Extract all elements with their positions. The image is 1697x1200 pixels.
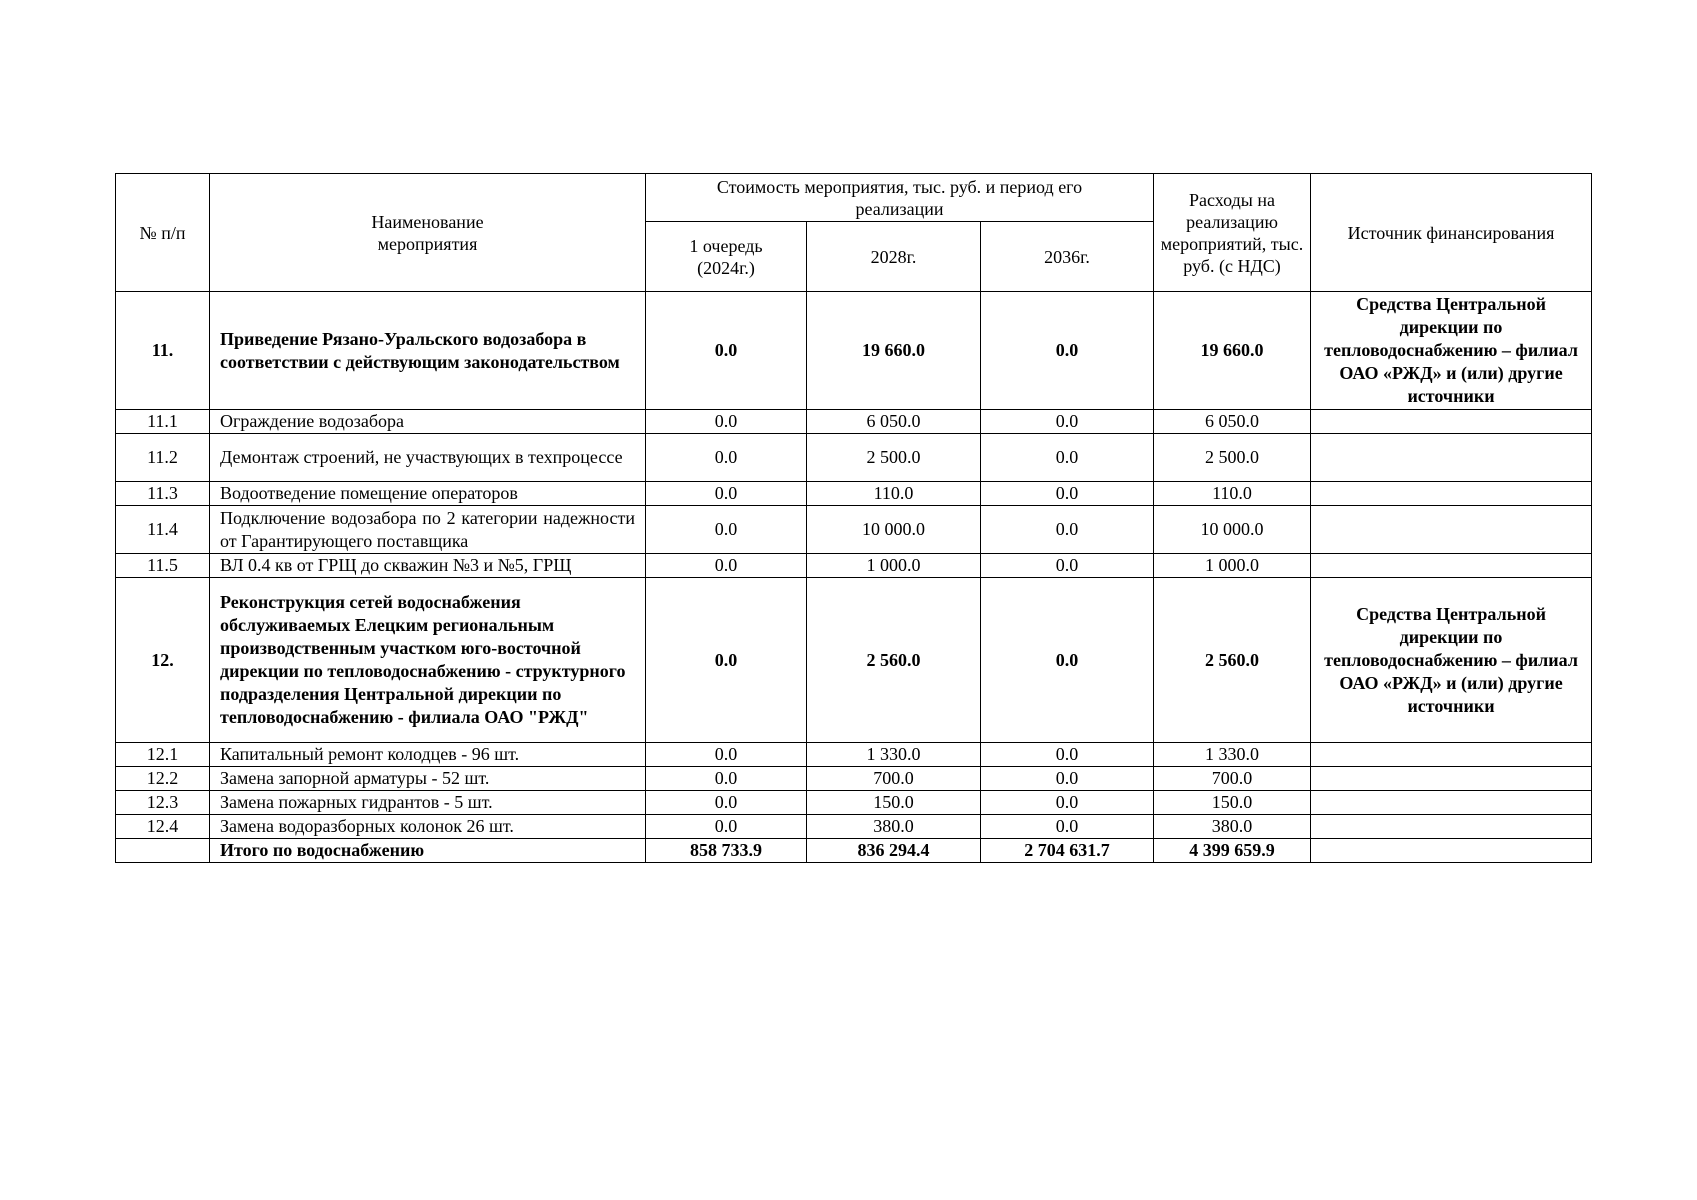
header-expenses: Расходы на реализацию мероприятий, тыс. руб. (с НДС) [1154, 174, 1311, 292]
header-cost-group: Стоимость мероприятия, тыс. руб. и период его реализации [646, 174, 1154, 222]
cell-num [116, 839, 210, 863]
cell-2036: 0.0 [981, 578, 1154, 743]
cell-2028: 19 660.0 [807, 292, 981, 410]
cell-2036: 2 704 631.7 [981, 839, 1154, 863]
cell-2028: 1 000.0 [807, 554, 981, 578]
cell-name: ВЛ 0.4 кв от ГРЩ до скважин №3 и №5, ГРЩ [210, 554, 646, 578]
cell-2036: 0.0 [981, 791, 1154, 815]
cell-2036: 0.0 [981, 482, 1154, 506]
cell-total: 700.0 [1154, 767, 1311, 791]
cell-total: 380.0 [1154, 815, 1311, 839]
cell-source [1311, 767, 1592, 791]
cell-name: Итого по водоснабжению [210, 839, 646, 863]
cell-2028: 110.0 [807, 482, 981, 506]
cell-num: 12.1 [116, 743, 210, 767]
cell-2024: 0.0 [646, 410, 807, 434]
cell-2036: 0.0 [981, 410, 1154, 434]
table-body [116, 292, 1592, 863]
cell-2028: 1 330.0 [807, 743, 981, 767]
table-row [116, 410, 1592, 434]
cell-2028: 2 500.0 [807, 434, 981, 482]
cell-source [1311, 482, 1592, 506]
cell-2028: 150.0 [807, 791, 981, 815]
cell-source [1311, 434, 1592, 482]
cell-2024: 0.0 [646, 506, 807, 554]
header-name: Наименование мероприятия [210, 174, 646, 292]
cell-num: 11.1 [116, 410, 210, 434]
cell-2028: 6 050.0 [807, 410, 981, 434]
cell-source [1311, 554, 1592, 578]
cell-total: 150.0 [1154, 791, 1311, 815]
cell-source [1311, 743, 1592, 767]
cell-2028: 700.0 [807, 767, 981, 791]
cell-2036: 0.0 [981, 292, 1154, 410]
cell-2036: 0.0 [981, 506, 1154, 554]
cell-name: Ограждение водозабора [210, 410, 646, 434]
measures-table [115, 173, 1592, 863]
cell-2028: 2 560.0 [807, 578, 981, 743]
cell-total: 10 000.0 [1154, 506, 1311, 554]
table-row [116, 743, 1592, 767]
cell-2028: 836 294.4 [807, 839, 981, 863]
cell-2036: 0.0 [981, 743, 1154, 767]
cell-num: 11.3 [116, 482, 210, 506]
cell-name: Подключение водозабора по 2 категории надежности от Гарантирующего поставщика [210, 506, 646, 554]
table-row [116, 506, 1592, 554]
cell-num: 11. [116, 292, 210, 410]
cell-source [1311, 791, 1592, 815]
table-row [116, 767, 1592, 791]
cell-name: Демонтаж строений, не участвующих в техпроцессе [210, 434, 646, 482]
cell-total: 4 399 659.9 [1154, 839, 1311, 863]
table-header [116, 174, 1592, 292]
header-2036: 2036г. [981, 222, 1154, 292]
cell-total: 2 500.0 [1154, 434, 1311, 482]
cell-2036: 0.0 [981, 815, 1154, 839]
cell-source [1311, 839, 1592, 863]
cell-2024: 0.0 [646, 767, 807, 791]
table-row [116, 578, 1592, 743]
cell-name: Приведение Рязано-Уральского водозабора в соответствии с действующим законодательством [210, 292, 646, 410]
cell-num: 12.2 [116, 767, 210, 791]
table-row [116, 434, 1592, 482]
cell-num: 11.5 [116, 554, 210, 578]
cell-2024: 858 733.9 [646, 839, 807, 863]
cell-name: Водоотведение помещение операторов [210, 482, 646, 506]
cell-2024: 0.0 [646, 815, 807, 839]
cell-source: Средства Центральной дирекции по тепловодоснабжению – филиал ОАО «РЖД» и (или) другие источники [1311, 578, 1592, 743]
table-row [116, 482, 1592, 506]
cell-2024: 0.0 [646, 482, 807, 506]
cell-source: Средства Центральной дирекции по тепловодоснабжению – филиал ОАО «РЖД» и (или) другие источники [1311, 292, 1592, 410]
cell-2028: 10 000.0 [807, 506, 981, 554]
header-num: № п/п [116, 174, 210, 292]
header-2028: 2028г. [807, 222, 981, 292]
cell-source [1311, 506, 1592, 554]
cell-2036: 0.0 [981, 554, 1154, 578]
cell-name: Замена водоразборных колонок 26 шт. [210, 815, 646, 839]
cell-2028: 380.0 [807, 815, 981, 839]
cell-2036: 0.0 [981, 767, 1154, 791]
cell-2024: 0.0 [646, 791, 807, 815]
cell-total: 1 000.0 [1154, 554, 1311, 578]
cell-2024: 0.0 [646, 292, 807, 410]
table-row [116, 815, 1592, 839]
cell-total: 6 050.0 [1154, 410, 1311, 434]
cell-name: Реконструкция сетей водоснабжения обслуживаемых Елецким региональным производственным участком юго-восточной дирекции по тепловодоснабжению - структурного подразделения Центральной дирекции по тепловодоснабжению - филиала ОАО "РЖД" [210, 578, 646, 743]
cell-2024: 0.0 [646, 743, 807, 767]
cell-name: Замена запорной арматуры - 52 шт. [210, 767, 646, 791]
cell-num: 12.3 [116, 791, 210, 815]
table-row [116, 292, 1592, 410]
table-row [116, 791, 1592, 815]
cell-total: 110.0 [1154, 482, 1311, 506]
cell-2024: 0.0 [646, 434, 807, 482]
cell-num: 12.4 [116, 815, 210, 839]
cell-source [1311, 815, 1592, 839]
cell-2024: 0.0 [646, 554, 807, 578]
cell-source [1311, 410, 1592, 434]
cell-total: 2 560.0 [1154, 578, 1311, 743]
cell-total: 19 660.0 [1154, 292, 1311, 410]
cell-2024: 0.0 [646, 578, 807, 743]
table-row [116, 554, 1592, 578]
cell-total: 1 330.0 [1154, 743, 1311, 767]
header-source: Источник финансирования [1311, 174, 1592, 292]
cell-2036: 0.0 [981, 434, 1154, 482]
header-stage1: 1 очередь (2024г.) [646, 222, 807, 292]
cell-num: 11.4 [116, 506, 210, 554]
cell-name: Капитальный ремонт колодцев - 96 шт. [210, 743, 646, 767]
cell-num: 11.2 [116, 434, 210, 482]
cell-num: 12. [116, 578, 210, 743]
table-row [116, 839, 1592, 863]
cell-name: Замена пожарных гидрантов - 5 шт. [210, 791, 646, 815]
